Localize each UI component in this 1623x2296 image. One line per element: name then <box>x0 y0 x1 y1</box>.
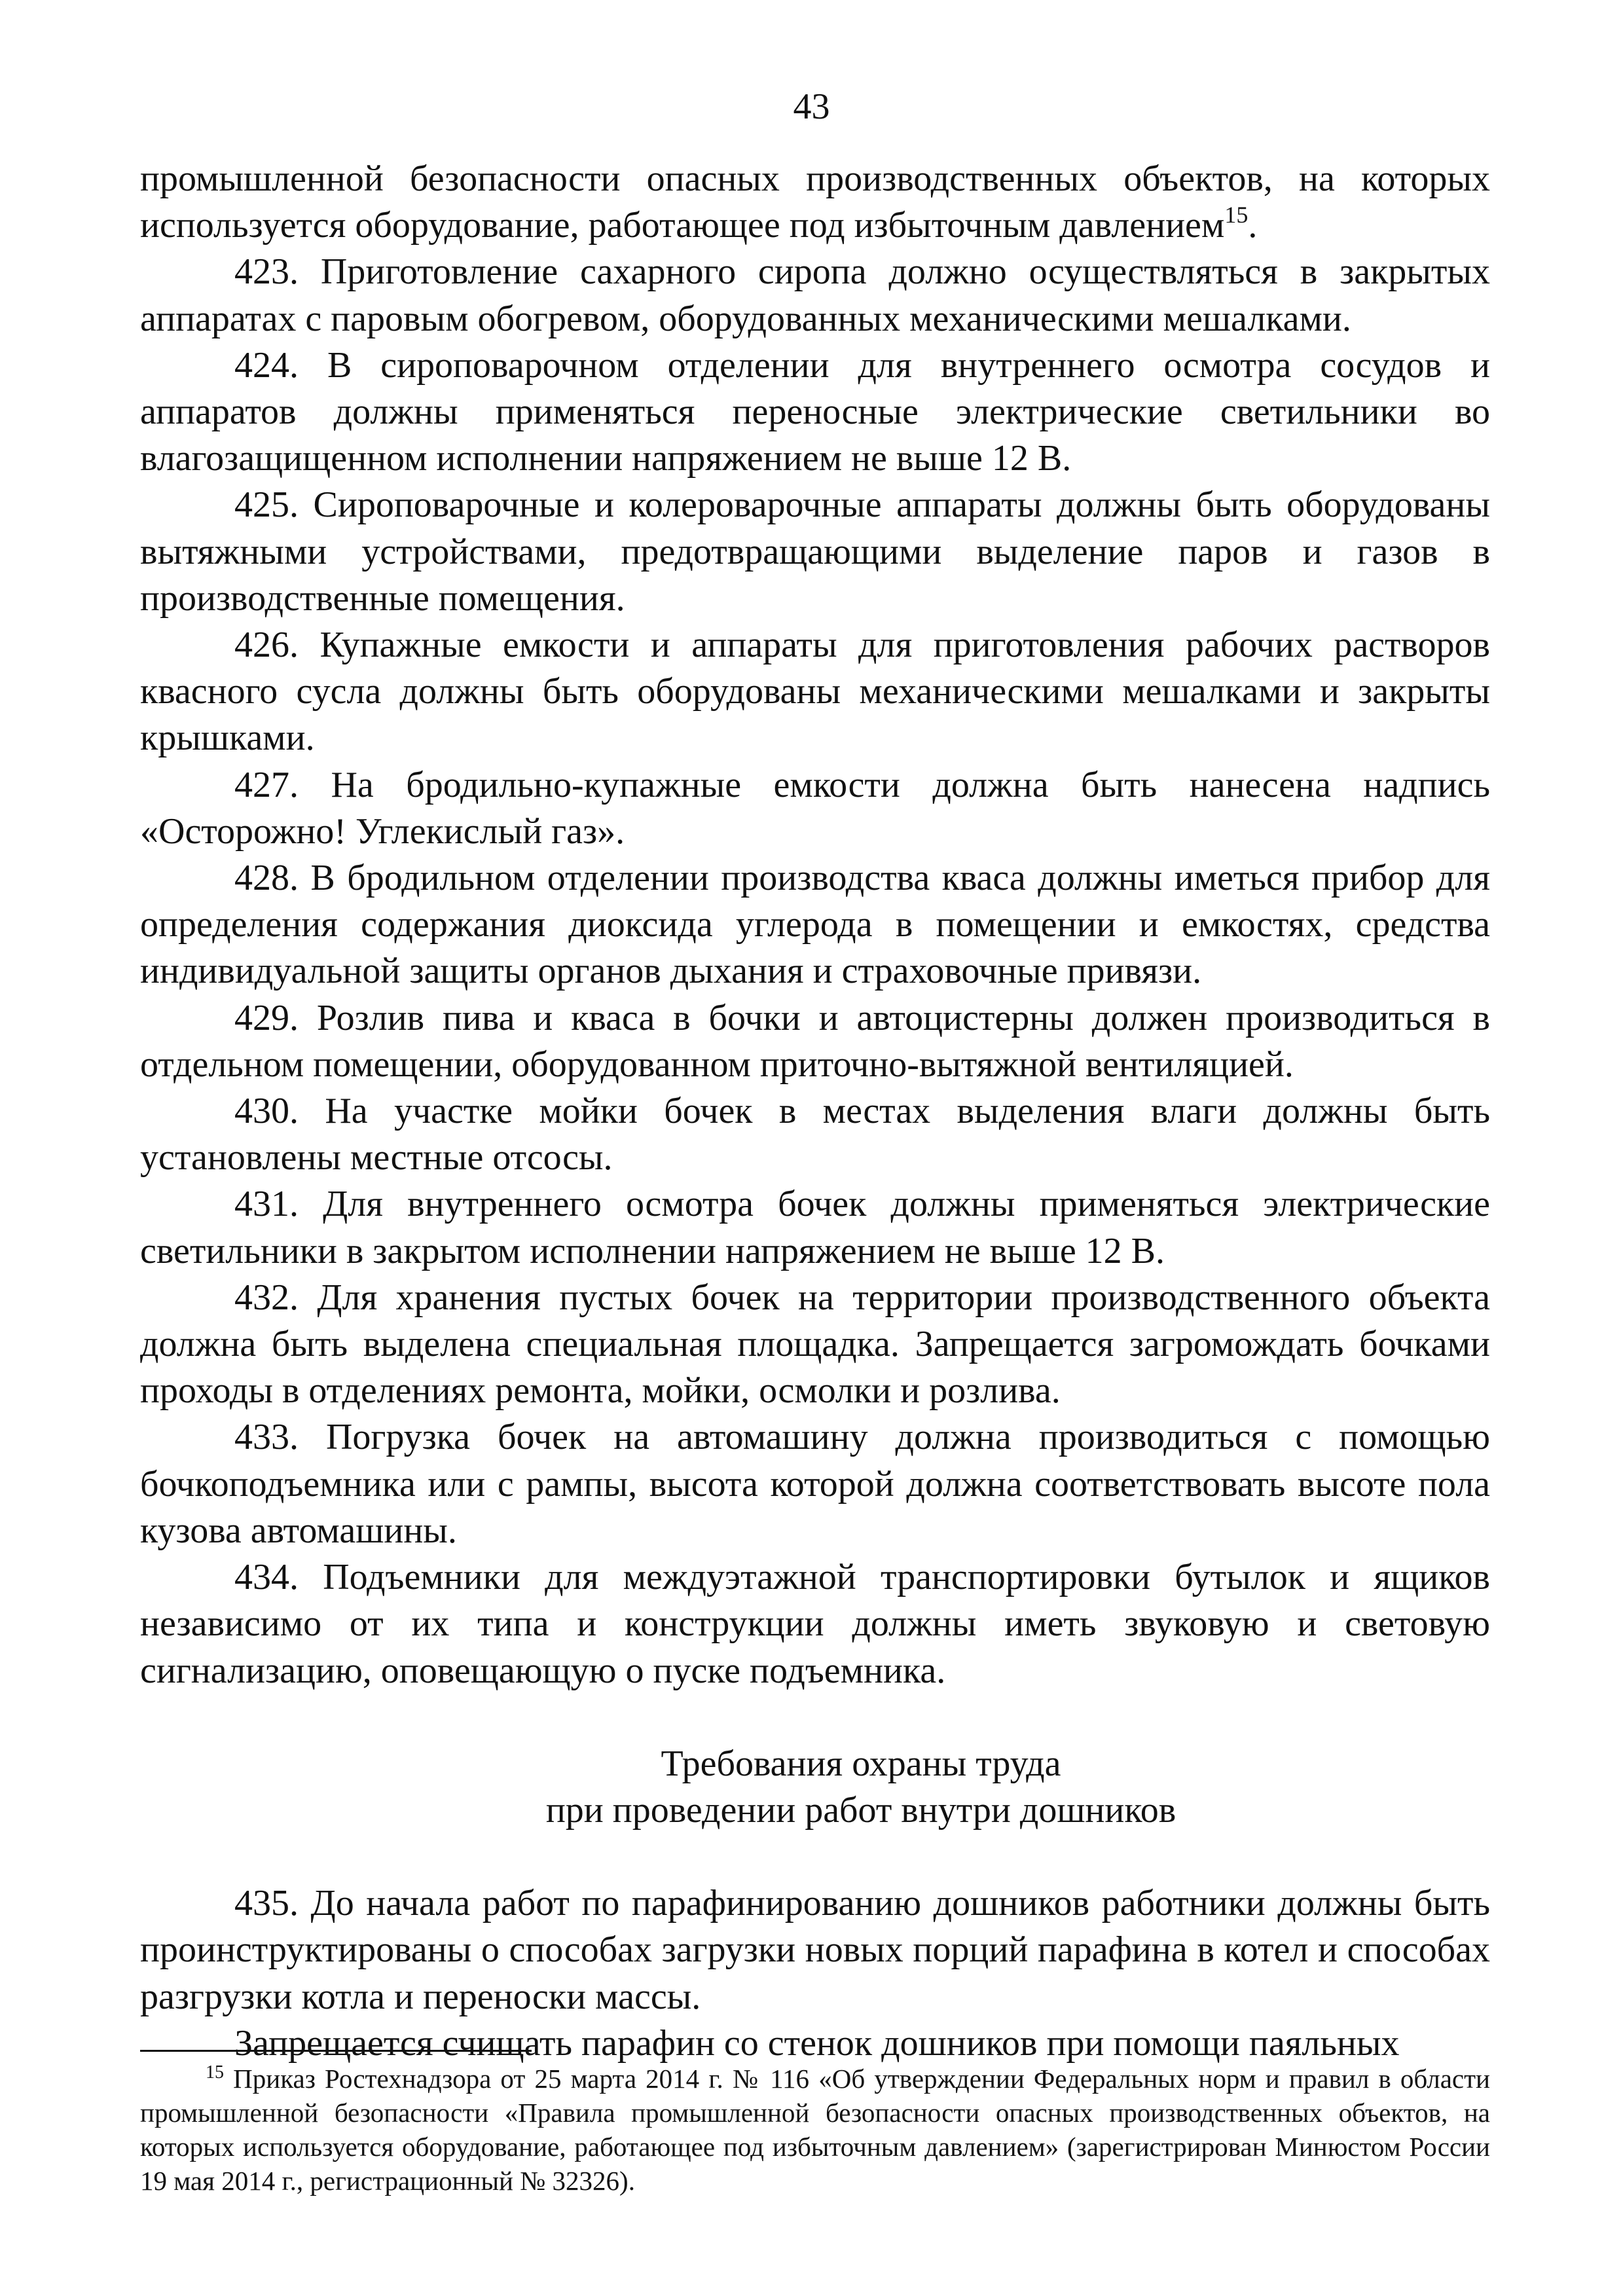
paragraph-428: 428. В бродильном отделении производства кваса должны иметься прибор для определения содержания диоксида углерода в помещении и емкостях, средства индивидуальной защиты органов дыхания и страховочные привязи. <box>140 858 1490 992</box>
paragraph-tail: . <box>1248 205 1258 246</box>
footnote-ref: 15 <box>1224 202 1249 228</box>
paragraph-434: 434. Подъемники для междуэтажной транспортировки бутылок и ящиков независимо от их типа и конструкции должны иметь звуковую и световую сигнализацию, оповещающую о пуске подъемника. <box>140 1557 1490 1691</box>
paragraph-430: 430. На участке мойки бочек в местах выделения влаги должны быть установлены местные отсосы. <box>140 1091 1490 1178</box>
paragraph-431: 431. Для внутреннего осмотра бочек должны применяться электрические светильники в закрытом исполнении напряжением не выше 12 В. <box>140 1184 1490 1271</box>
section-heading-line2: при проведении работ внутри дошников <box>545 1789 1176 1831</box>
paragraph-425: 425. Сироповарочные и колероварочные аппараты должны быть оборудованы вытяжными устройствами, предотвращающими выделение паров и газов в производственные помещения. <box>140 484 1490 619</box>
footnote-text: Приказ Ростехнадзора от 25 марта 2014 г. № 116 «Об утверждении Федеральных норм и правил в области промышленной безопасности «Правила промышленной безопасности опасных производственных объектов, на которых используется оборудование, работающее под избыточным давлением» (зарегистрирован Минюстом России 19 мая 2014 г., регистрационный № 32326). <box>140 2064 1490 2196</box>
paragraph-433: 433. Погрузка бочек на автомашину должна производиться с помощью бочкоподъемника или с рампы, высота которой должна соответствовать высоте пола кузова автомашины. <box>140 1417 1490 1551</box>
footnote <box>140 2062 1490 2198</box>
paragraph-432: 432. Для хранения пустых бочек на территории производственного объекта должна быть выделена специальная площадка. Запрещается загромождать бочками проходы в отделениях ремонта, мойки, осмолки и розлива. <box>140 1277 1490 1412</box>
paragraph-429: 429. Розлив пива и кваса в бочки и автоцистерны должен производиться в отдельном помещении, оборудованном приточно-вытяжной вентиляцией. <box>140 997 1490 1085</box>
paragraph-continuation <box>140 156 1490 249</box>
paragraph-435: 435. До начала работ по парафинированию дошников работники должны быть проинструктированы о способах загрузки новых порций парафина в котел и способах разгрузки котла и переноски массы. <box>140 1883 1490 2017</box>
paragraph-text: промышленной безопасности опасных производственных объектов, на которых используется оборудование, работающее под избыточным давлением <box>140 158 1490 246</box>
paragraph-423: 423. Приготовление сахарного сиропа должно осуществляться в закрытых аппаратах с паровым обогревом, оборудованных механическими мешалками. <box>140 251 1490 339</box>
paragraph-424: 424. В сироповарочном отделении для внутреннего осмотра сосудов и аппаратов должны применяться переносные электрические светильники во влагозащищенном исполнении напряжением не выше 12 В. <box>140 344 1490 479</box>
page-number: 43 <box>793 86 830 127</box>
document-body <box>140 156 1490 2067</box>
paragraph-prohibition: Запрещается счищать парафин со стенок дошников при помощи паяльных <box>234 2022 1400 2064</box>
footnote-separator <box>140 2050 532 2052</box>
section-heading-line1: Требования охраны труда <box>661 1743 1061 1784</box>
paragraph-427: 427. На бродильно-купажные емкости должна быть нанесена надпись «Осторожно! Углекислый газ». <box>140 764 1490 852</box>
section-heading <box>140 1741 1490 1834</box>
footnote-marker: 15 <box>206 2062 224 2083</box>
paragraph-426: 426. Купажные емкости и аппараты для приготовления рабочих растворов квасного сусла должны быть оборудованы механическими мешалками и закрыты крышками. <box>140 625 1490 759</box>
